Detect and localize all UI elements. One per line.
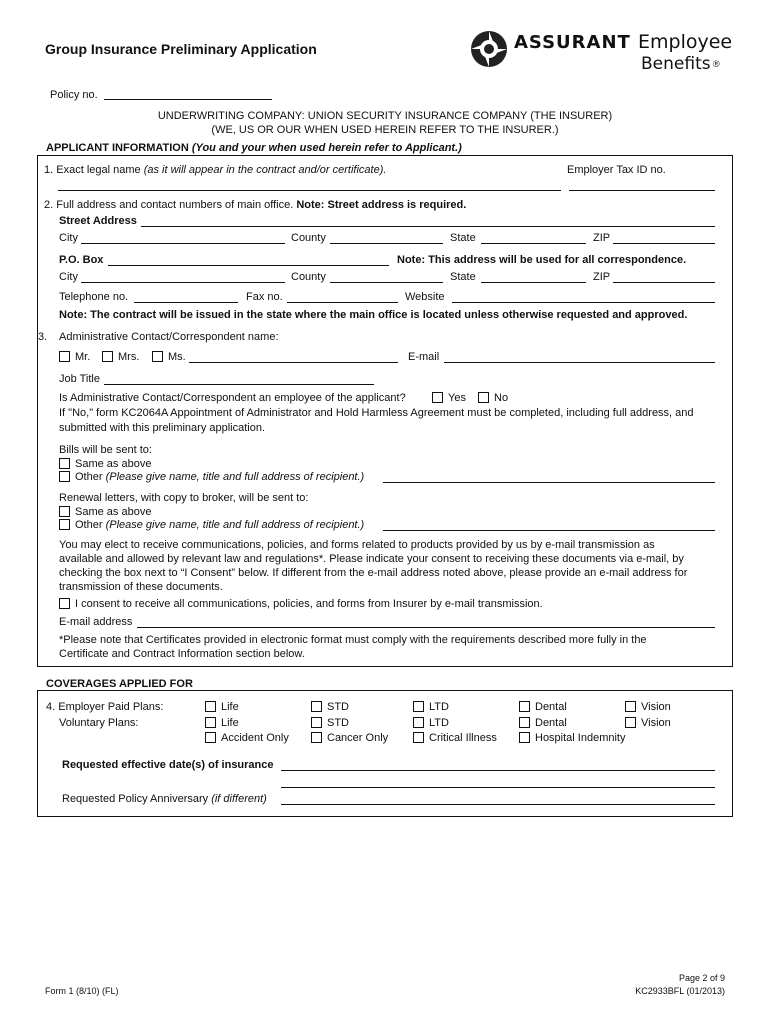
bills-same-checkbox[interactable] [59,458,70,469]
consent-email-label: E-mail address [59,616,133,628]
voluntary-ltd-checkbox[interactable] [413,717,424,728]
bills-recipient-field[interactable] [383,482,715,483]
fax-field[interactable] [287,302,398,303]
state-field[interactable] [481,243,586,244]
cancer-only-checkbox[interactable] [311,732,322,743]
ms-checkbox[interactable] [152,351,163,362]
assurant-logo [470,28,733,80]
anniversary-note: (if different) [211,793,267,805]
ms-label: Ms. [168,351,186,363]
accident-only-checkbox[interactable] [205,732,216,743]
bills-other-checkbox[interactable] [59,471,70,482]
fax-label: Fax no. [246,291,283,303]
website-field[interactable] [452,302,715,303]
consent-paragraph-line-4: transmission of these documents. [59,581,223,593]
employee-question: Is Administrative Contact/Correspondent an employee of the applicant? [59,392,406,404]
city-label: City [59,232,78,244]
logo-sub-text-1: Employee [638,31,733,53]
mr-label: Mr. [75,351,91,363]
po-city-field[interactable] [81,282,285,283]
city-field[interactable] [81,243,285,244]
po-city-label: City [59,271,78,283]
voluntary-vision-label: Vision [641,717,671,729]
job-title-field[interactable] [104,384,374,385]
bills-same-label: Same as above [75,458,152,470]
employer-vision-label: Vision [641,701,671,713]
job-title-label: Job Title [59,373,100,385]
q2-label: Full address and contact numbers of main office. [56,199,294,211]
street-address-label: Street Address [59,215,137,227]
employee-no-checkbox[interactable] [478,392,489,403]
accident-only-label: Accident Only [221,732,289,744]
logo-brand-text: ASSURANT [514,32,631,53]
cancer-only-label: Cancer Only [327,732,389,744]
employer-tax-field[interactable] [569,190,715,191]
applicant-heading-note: (You and your when used herein refer to Applicant.) [191,142,462,154]
po-zip-label: ZIP [593,271,611,283]
q4-number: 4. [46,701,56,713]
legal-name-field[interactable] [58,190,561,191]
employer-dental-checkbox[interactable] [519,701,530,712]
po-box-field[interactable] [108,265,389,266]
certificate-note-line-2: Certificate and Contract Information section below. [59,648,305,660]
website-label: Website [405,291,445,303]
page-title: Group Insurance Preliminary Application [45,41,317,57]
po-box-note: Note: This address will be used for all correspondence. [397,254,687,266]
renewal-other-note: (Please give name, title and full address of recipient.) [105,519,365,531]
contact-email-label: E-mail [408,351,440,363]
q3-number: 3. [38,331,48,343]
employer-ltd-label: LTD [429,701,449,713]
policy-number-field[interactable] [104,99,272,100]
voluntary-dental-label: Dental [535,717,567,729]
bills-other-note: (Please give name, title and full address of recipient.) [105,471,365,483]
certificate-note-line-1: *Please note that Certificates provided in electronic format must comply with the requirements described more fully in the [59,634,647,646]
mrs-checkbox[interactable] [102,351,113,362]
voluntary-vision-checkbox[interactable] [625,717,636,728]
mrs-label: Mrs. [118,351,140,363]
voluntary-std-checkbox[interactable] [311,717,322,728]
employee-yes-label: Yes [448,392,466,404]
coverages-heading: COVERAGES APPLIED FOR [46,678,193,690]
q1-note: (as it will appear in the contract and/or certificate). [143,164,387,176]
renewal-same-label: Same as above [75,506,152,518]
underwriting-company-line: UNDERWRITING COMPANY: UNION SECURITY INSURANCE COMPANY (THE INSURER) [157,110,613,122]
po-county-label: County [291,271,326,283]
po-county-field[interactable] [330,282,443,283]
q2-note: Note: Street address is required. [296,199,467,211]
voluntary-life-label: Life [221,717,239,729]
q2-number: 2. [44,199,54,211]
employer-life-label: Life [221,701,239,713]
voluntary-std-label: STD [327,717,349,729]
renewal-recipient-field[interactable] [383,530,715,531]
zip-label: ZIP [593,232,611,244]
if-no-instruction-line-2: submitted with this preliminary application. [59,422,266,434]
voluntary-ltd-label: LTD [429,717,449,729]
q3-label: Administrative Contact/Correspondent name: [59,331,279,343]
mr-checkbox[interactable] [59,351,70,362]
effective-date-field-2[interactable] [281,787,715,788]
policy-label: Policy no. [50,89,98,101]
form-code: KC2933BFL (01/2013) [635,986,725,996]
voluntary-life-checkbox[interactable] [205,717,216,728]
hospital-indemnity-checkbox[interactable] [519,732,530,743]
po-zip-field[interactable] [613,282,715,283]
renewal-label: Renewal letters, with copy to broker, will be sent to: [59,492,309,504]
assurant-logo-icon [470,30,508,68]
effective-date-label: Requested effective date(s) of insurance [62,759,274,771]
employer-tax-label: Employer Tax ID no. [567,164,666,176]
employer-dental-label: Dental [535,701,567,713]
critical-illness-label: Critical Illness [429,732,497,744]
consent-paragraph-line-2: available and allowed by relevant law and regulations*. Please indicate your consent to receiving these documents via e-mail, by [59,553,684,565]
employer-std-checkbox[interactable] [311,701,322,712]
employer-paid-label: Employer Paid Plans: [58,701,164,713]
contact-name-field[interactable] [189,362,398,363]
consent-checkbox[interactable] [59,598,70,609]
county-field[interactable] [330,243,443,244]
telephone-field[interactable] [134,302,238,303]
anniversary-field[interactable] [281,804,715,805]
bills-other-label: Other [75,471,103,483]
employer-std-label: STD [327,701,349,713]
county-label: County [291,232,326,244]
consent-checkbox-label: I consent to receive all communications, policies, and forms from Insurer by e-mail transmission. [75,598,543,610]
po-box-label: P.O. Box [59,254,104,266]
renewal-same-checkbox[interactable] [59,506,70,517]
contact-email-field[interactable] [444,362,715,363]
renewal-other-label: Other [75,519,103,531]
employer-vision-checkbox[interactable] [625,701,636,712]
consent-email-field[interactable] [137,627,715,628]
renewal-other-checkbox[interactable] [59,519,70,530]
po-state-field[interactable] [481,282,586,283]
page-number: Page 2 of 9 [678,973,725,983]
employee-no-label: No [494,392,509,404]
logo-registered-mark: ® [713,59,720,69]
applicant-heading: APPLICANT INFORMATION [46,142,189,154]
consent-paragraph-line-3: checking the box next to “I Consent” below. If different from the e-mail address noted above, please provide an e-mail address for [59,567,688,579]
underwriting-definition-line: (WE, US OR OUR WHEN USED HEREIN REFER TO THE INSURER.) [211,124,559,136]
form-number: Form 1 (8/10) (FL) [45,986,119,996]
po-state-label: State [450,271,476,283]
consent-paragraph-line-1: You may elect to receive communications, policies, and forms related to products provided by us by e-mail transmission as [59,539,655,551]
voluntary-dental-checkbox[interactable] [519,717,530,728]
employee-yes-checkbox[interactable] [432,392,443,403]
q1-label: Exact legal name [56,164,141,176]
voluntary-label: Voluntary Plans: [59,717,139,729]
q1-number: 1. [44,164,54,176]
logo-sub-text-2: Benefits [641,54,711,74]
if-no-instruction-line-1: If "No," form KC2064A Appointment of Administrator and Hold Harmless Agreement must be completed, including full address, and [59,407,694,419]
employer-life-checkbox[interactable] [205,701,216,712]
zip-field[interactable] [613,243,715,244]
street-address-field[interactable] [141,226,715,227]
hospital-indemnity-label: Hospital Indemnity [535,732,626,744]
state-label: State [450,232,476,244]
effective-date-field[interactable] [281,770,715,771]
critical-illness-checkbox[interactable] [413,732,424,743]
employer-ltd-checkbox[interactable] [413,701,424,712]
telephone-label: Telephone no. [59,291,129,303]
anniversary-label: Requested Policy Anniversary [62,793,209,805]
bills-label: Bills will be sent to: [59,444,152,456]
contract-note: Note: The contract will be issued in the state where the main office is located unless otherwise requested and approved. [59,309,688,321]
